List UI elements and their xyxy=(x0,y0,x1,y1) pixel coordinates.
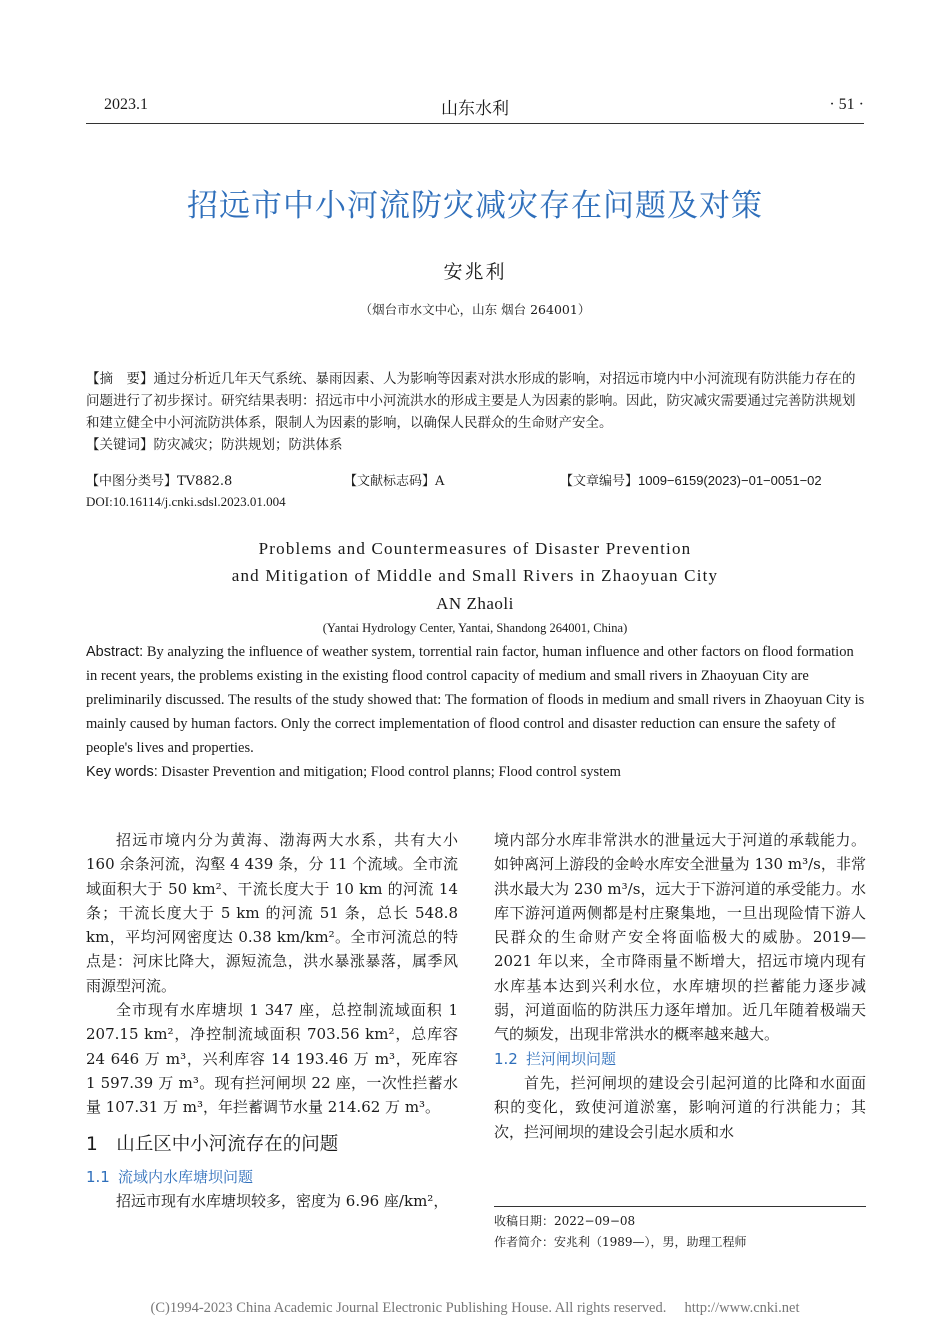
clc-number: 【中图分类号】TV882.8 xyxy=(86,474,233,489)
issue-label: 2023.1 xyxy=(104,96,148,113)
article-number: 【文章编号】1009−6159(2023)−01−0051−02 xyxy=(560,473,822,488)
abstract-label: 【摘 要】 xyxy=(86,371,154,387)
header-rule xyxy=(86,123,864,124)
subsection-title: 流域内水库塘坝问题 xyxy=(118,1167,254,1186)
body-right-column xyxy=(494,828,866,1144)
page-number: · 51 · xyxy=(829,96,864,113)
subsection-heading xyxy=(494,1047,866,1071)
subsection-number: 1.2 xyxy=(494,1049,518,1068)
body-paragraph: 招远市现有水库塘坝较多，密度为 6.96 座/km²， xyxy=(116,1192,449,1211)
english-abstract-text: By analyzing the influence of weather system, torrential rain factor, human influence and other factors on flood formation in recent years, the problems existing in the existing flood control capacity of medium and small rivers in Zhaoyuan City are preliminarily discussed. The results of the study showed that: The formation of floods in medium and small rivers in Zhaoyuan City is mainly caused by human factors. Only the correct implementation of flood control and disaster reduction can ensure the safety of people's lives and properties. xyxy=(86,644,865,756)
subsection-heading xyxy=(86,1165,458,1189)
received-date: 收稿日期：2022−09−08 xyxy=(494,1214,636,1228)
keywords-text: 防灾减灾；防洪规划；防洪体系 xyxy=(153,437,343,453)
abstract-text: 通过分析近几年天气系统、暴雨因素、人为影响等因素对洪水形成的影响，对招远市境内中小河流现有防洪能力存在的问题进行了初步探讨。研究结果表明：招远市中小河流洪水的形成主要是人为因素的影响。因此，防灾减灾需要通过完善防洪规划和建立健全中小河流防洪体系，限制人为因素的影响，以确保人民群众的生命财产安全。 xyxy=(86,371,856,431)
english-abstract-label: Abstract: xyxy=(86,644,144,660)
english-author: AN Zhaoli xyxy=(436,594,514,613)
author-name: 安兆利 xyxy=(443,261,507,283)
abstract-paragraph xyxy=(86,368,866,434)
english-keywords-label: Key words: xyxy=(86,764,158,780)
keywords-label: 【关键词】 xyxy=(86,437,154,453)
body-paragraph: 境内部分水库非常洪水的泄量远大于河道的承载能力。如钟离河上游段的金岭水库安全泄量为 130 m³/s，非常洪水最大为 230 m³/s，远大于下游河道的承受能力。水库下游河道两侧都是村庄聚集地，一旦出现险情下游人民群众的生命财产安全将面临极大的威胁。2019—2021 年以来，全市降雨量不断增大，招远市境内现有水库基本达到兴利水位，水库塘坝的拦蓄能力逐步减弱，河道面临的防洪压力逐年增加。近几年随着极端天气的频发，出现非常洪水的概率越来越大。 xyxy=(494,831,866,1044)
document-code: 【文献标志码】A xyxy=(344,474,445,489)
body-paragraph: 首先，拦河闸坝的建设会引起河道的比降和水面面积的变化，致使河道淤塞，影响河道的行洪能力；其次，拦河闸坝的建设会引起水质和水 xyxy=(494,1073,866,1141)
journal-name: 山东水利 xyxy=(441,99,509,118)
english-affiliation: (Yantai Hydrology Center, Yantai, Shandong 264001, China) xyxy=(322,621,628,635)
english-keywords xyxy=(86,760,866,784)
keywords-line xyxy=(86,434,866,456)
doi: DOI:10.16114/j.cnki.sdsl.2023.01.004 xyxy=(86,494,286,509)
abstract-block xyxy=(86,368,866,456)
section-heading: 1 山丘区中小河流存在的问题 xyxy=(86,1133,339,1155)
english-title-line2: and Mitigation of Middle and Small Rivers in Zhaoyuan City xyxy=(231,566,719,585)
footnote-rule xyxy=(494,1206,866,1207)
body-paragraph: 招远市境内分为黄海、渤海两大水系，共有大小 160 余条河流，沟壑 4 439 条，分 11 个流域。全市流域面积大于 50 km²、干流长度大于 10 km 的河流 14 条；干流长度大于 5 km 的河流 51 条，总长 548.8 km，平均河网密度达 0.38 km/km²。全市河流总的特点是：河床比降大，源短流急，洪水暴涨暴落，属季风雨源型河流。 xyxy=(86,831,458,995)
subsection-number: 1.1 xyxy=(86,1167,110,1186)
subsection-title: 拦河闸坝问题 xyxy=(526,1049,617,1068)
author-bio: 作者简介：安兆利（1989—），男，助理工程师 xyxy=(494,1235,747,1249)
body-paragraph: 全市现有水库塘坝 1 347 座，总控制流域面积 1 207.15 km²，净控制流域面积 703.56 km²，总库容 24 646 万 m³，兴利库容 14 193.46 万 m³，死库容 1 597.39 万 m³。现有拦河闸坝 22 座，一次性拦蓄水量 107.31 万 m³，年拦蓄调节水量 214.62 万 m³。 xyxy=(86,1001,458,1117)
paper-title: 招远市中小河流防灾减灾存在问题及对策 xyxy=(187,188,763,224)
english-abstract-paragraph xyxy=(86,640,866,760)
english-keywords-text: Disaster Prevention and mitigation; Flood control planns; Flood control system xyxy=(157,764,621,780)
copyright-footer: (C)1994-2023 China Academic Journal Electronic Publishing House. All rights reserved. http://www.cnki.net xyxy=(150,1300,800,1316)
english-title-line1: Problems and Countermeasures of Disaster Prevention xyxy=(258,539,692,558)
affiliation: （烟台市水文中心，山东 烟台 264001） xyxy=(359,302,591,317)
body-left-column xyxy=(86,828,458,1213)
english-abstract xyxy=(86,640,866,784)
